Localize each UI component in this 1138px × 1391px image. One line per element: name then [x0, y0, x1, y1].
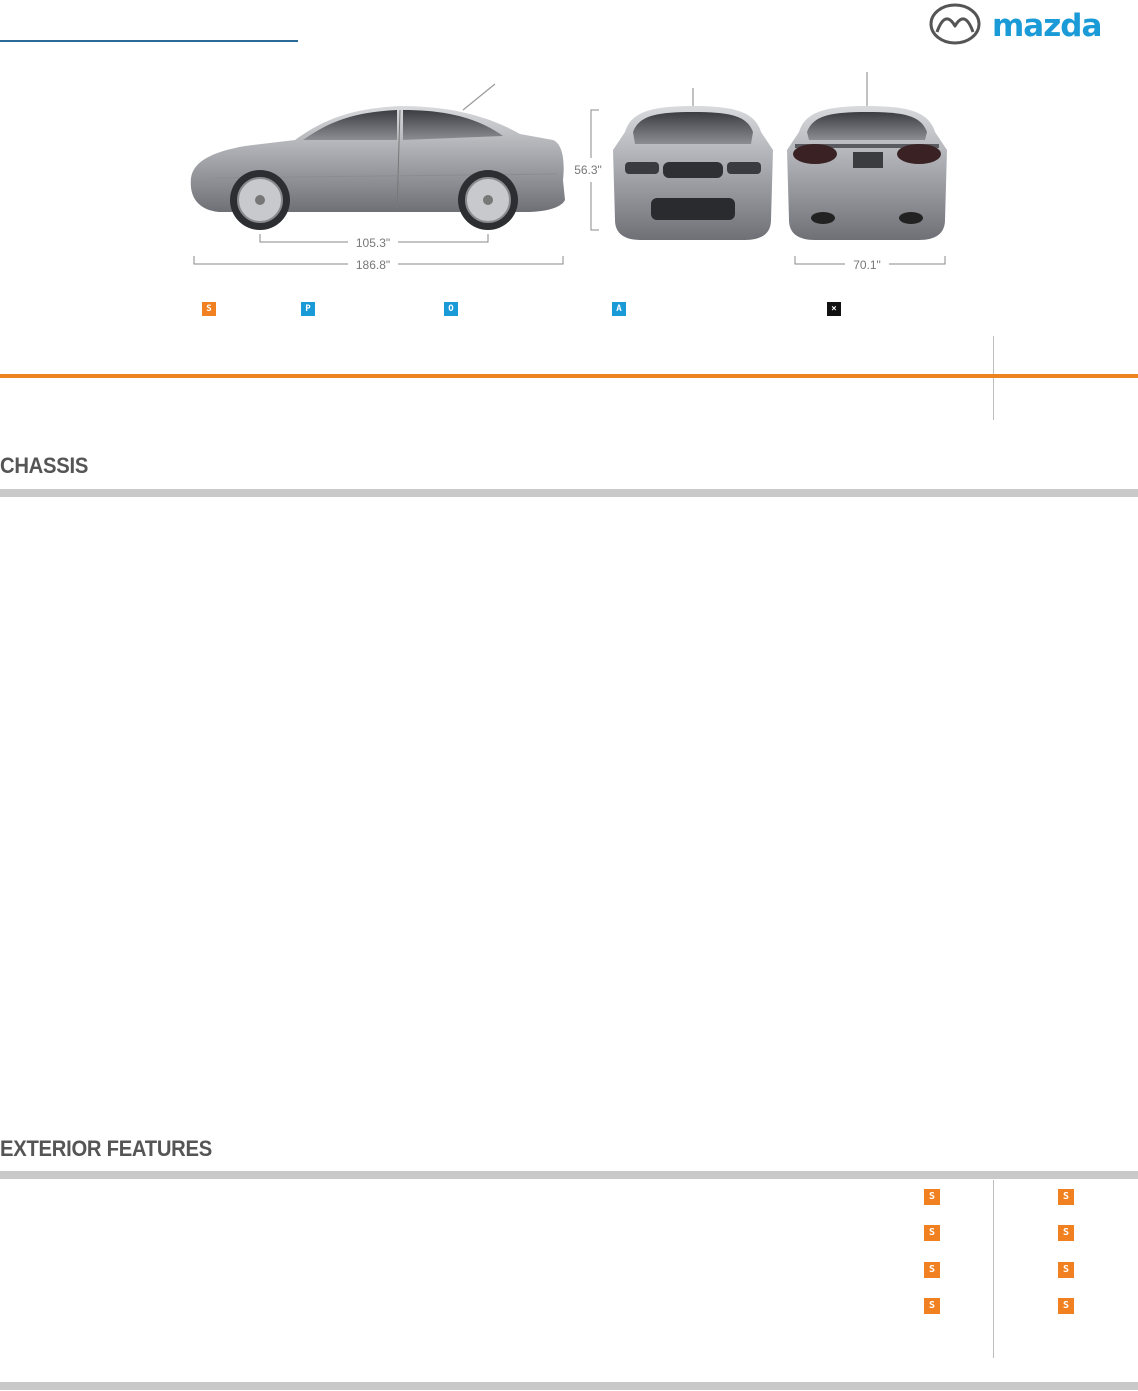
standard-icon: S [924, 1225, 940, 1241]
exterior-column-divider [993, 1180, 994, 1358]
exterior-bottom-rule [0, 1382, 1138, 1390]
width-label: 70.1" [853, 258, 881, 272]
length-label: 186.8" [355, 258, 391, 272]
standard-icon: S [1058, 1189, 1074, 1205]
option-icon: O [444, 302, 458, 316]
standard-icon: S [1058, 1262, 1074, 1278]
standard-icon: S [1058, 1298, 1074, 1314]
exterior-section-title: EXTERIOR FEATURES [0, 1136, 212, 1161]
front-view [613, 88, 773, 240]
package-icon: P [301, 302, 315, 316]
wheelbase-label: 105.3" [355, 236, 391, 250]
height-label: 56.3" [574, 163, 602, 177]
standard-icon: S [202, 302, 216, 316]
standard-icon: S [1058, 1225, 1074, 1241]
mazda-logo[interactable] [928, 2, 1138, 46]
chassis-section-rule [0, 489, 1138, 497]
side-view [191, 84, 565, 230]
not-available-icon: × [827, 302, 841, 316]
chassis-section-title: CHASSIS [0, 453, 89, 478]
exterior-section-rule [0, 1171, 1138, 1179]
mazda-wordmark: mazda [992, 8, 1102, 44]
standard-icon: S [924, 1262, 940, 1278]
header-orange-rule [0, 374, 1138, 378]
mazda-wing-emblem-icon [928, 2, 1138, 46]
standard-icon: S [924, 1298, 940, 1314]
vehicle-dimensions-diagram [185, 70, 955, 280]
header-rule [0, 40, 298, 42]
column-divider [993, 336, 994, 420]
rear-view [787, 72, 947, 240]
standard-icon: S [924, 1189, 940, 1205]
accessory-icon: A [612, 302, 626, 316]
